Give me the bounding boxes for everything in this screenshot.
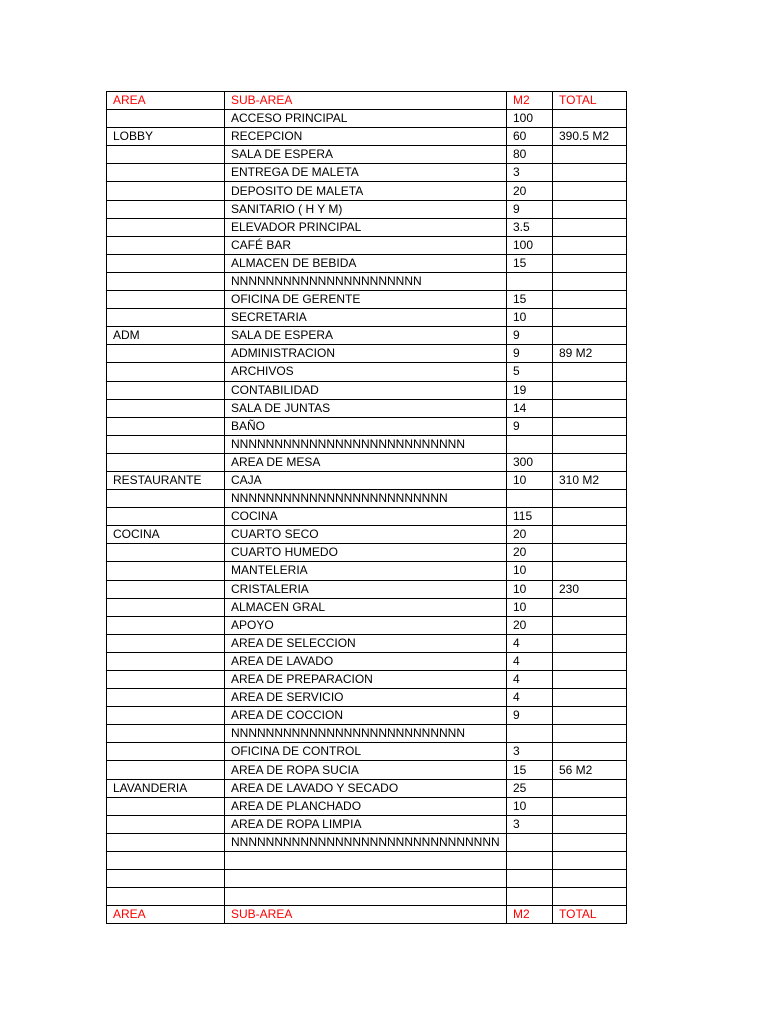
table-row xyxy=(107,725,627,743)
total-cell xyxy=(553,200,627,218)
m2-cell: 80 xyxy=(507,146,553,164)
area-cell xyxy=(107,634,225,652)
area-cell xyxy=(107,598,225,616)
area-cell xyxy=(107,236,225,254)
total-cell xyxy=(553,616,627,634)
sub-area-cell: SECRETARIA xyxy=(225,309,507,327)
area-cell xyxy=(107,110,225,128)
area-cell xyxy=(107,164,225,182)
footer-area: AREA xyxy=(107,906,225,924)
m2-cell: 3 xyxy=(507,743,553,761)
m2-cell: 4 xyxy=(507,689,553,707)
sub-area-cell: APOYO xyxy=(225,616,507,634)
table-row xyxy=(107,652,627,670)
total-cell xyxy=(553,544,627,562)
header-row xyxy=(107,92,627,110)
total-cell xyxy=(553,146,627,164)
m2-cell: 9 xyxy=(507,707,553,725)
total-cell: 89 M2 xyxy=(553,345,627,363)
table-row xyxy=(107,164,627,182)
sub-area-cell: ENTREGA DE MALETA xyxy=(225,164,507,182)
total-cell xyxy=(553,182,627,200)
m2-cell: 3 xyxy=(507,164,553,182)
table-row xyxy=(107,508,627,526)
sub-area-cell: AREA DE SERVICIO xyxy=(225,689,507,707)
sub-area-cell: NNNNNNNNNNNNNNNNNNNNNNNNNNN xyxy=(225,435,507,453)
footer-m2: M2 xyxy=(507,906,553,924)
table-row xyxy=(107,309,627,327)
area-cell xyxy=(107,508,225,526)
area-cell xyxy=(107,435,225,453)
table-row xyxy=(107,888,627,906)
area-cell: LAVANDERIA xyxy=(107,779,225,797)
sub-area-cell: CUARTO HUMEDO xyxy=(225,544,507,562)
area-cell xyxy=(107,363,225,381)
m2-cell: 15 xyxy=(507,761,553,779)
m2-cell: 10 xyxy=(507,580,553,598)
area-cell xyxy=(107,544,225,562)
m2-cell: 3.5 xyxy=(507,218,553,236)
table-row xyxy=(107,381,627,399)
total-cell xyxy=(553,689,627,707)
table-row xyxy=(107,399,627,417)
footer-sub-area: SUB-AREA xyxy=(225,906,507,924)
table-row xyxy=(107,870,627,888)
sub-area-cell: CAJA xyxy=(225,471,507,489)
total-cell xyxy=(553,671,627,689)
table-row xyxy=(107,471,627,489)
table-row xyxy=(107,417,627,435)
table-row xyxy=(107,707,627,725)
m2-cell: 4 xyxy=(507,652,553,670)
area-cell xyxy=(107,707,225,725)
sub-area-cell: CRISTALERIA xyxy=(225,580,507,598)
footer-total: TOTAL xyxy=(553,906,627,924)
total-cell xyxy=(553,833,627,851)
area-cell xyxy=(107,490,225,508)
total-cell xyxy=(553,851,627,869)
sub-area-cell xyxy=(225,888,507,906)
total-cell xyxy=(553,490,627,508)
m2-cell: 14 xyxy=(507,399,553,417)
sub-area-cell: AREA DE COCCION xyxy=(225,707,507,725)
table-row xyxy=(107,562,627,580)
sub-area-cell: SALA DE ESPERA xyxy=(225,146,507,164)
area-cell xyxy=(107,562,225,580)
total-cell xyxy=(553,363,627,381)
sub-area-cell: AREA DE MESA xyxy=(225,453,507,471)
area-cell xyxy=(107,616,225,634)
sub-area-cell: ELEVADOR PRINCIPAL xyxy=(225,218,507,236)
table-row xyxy=(107,833,627,851)
total-cell xyxy=(553,272,627,290)
total-cell xyxy=(553,562,627,580)
sub-area-cell: COCINA xyxy=(225,508,507,526)
total-cell xyxy=(553,598,627,616)
total-cell xyxy=(553,218,627,236)
m2-cell: 20 xyxy=(507,544,553,562)
total-cell xyxy=(553,164,627,182)
table-row xyxy=(107,254,627,272)
m2-cell: 115 xyxy=(507,508,553,526)
table-row xyxy=(107,110,627,128)
total-cell xyxy=(553,399,627,417)
m2-cell: 9 xyxy=(507,327,553,345)
total-cell xyxy=(553,725,627,743)
area-cell xyxy=(107,761,225,779)
total-cell xyxy=(553,110,627,128)
area-cell xyxy=(107,218,225,236)
m2-cell: 19 xyxy=(507,381,553,399)
sub-area-cell: AREA DE LAVADO xyxy=(225,652,507,670)
total-cell xyxy=(553,435,627,453)
table-row xyxy=(107,453,627,471)
total-cell xyxy=(553,652,627,670)
area-cell xyxy=(107,399,225,417)
total-cell xyxy=(553,870,627,888)
area-cell xyxy=(107,797,225,815)
m2-cell: 10 xyxy=(507,797,553,815)
table-row xyxy=(107,526,627,544)
sub-area-cell: OFICINA DE GERENTE xyxy=(225,291,507,309)
sub-area-cell xyxy=(225,851,507,869)
table-row xyxy=(107,544,627,562)
area-cell xyxy=(107,381,225,399)
sub-area-cell: AREA DE PREPARACION xyxy=(225,671,507,689)
area-cell: LOBBY xyxy=(107,128,225,146)
m2-cell xyxy=(507,490,553,508)
table-row xyxy=(107,616,627,634)
total-cell xyxy=(553,417,627,435)
footer-row xyxy=(107,906,627,924)
table-row xyxy=(107,743,627,761)
total-cell: 56 M2 xyxy=(553,761,627,779)
area-cell xyxy=(107,851,225,869)
m2-cell: 9 xyxy=(507,417,553,435)
total-cell xyxy=(553,291,627,309)
m2-cell: 4 xyxy=(507,671,553,689)
area-cell xyxy=(107,870,225,888)
area-table xyxy=(106,91,627,924)
sub-area-cell xyxy=(225,870,507,888)
sub-area-cell: SALA DE JUNTAS xyxy=(225,399,507,417)
m2-cell: 10 xyxy=(507,598,553,616)
area-cell: COCINA xyxy=(107,526,225,544)
table-row xyxy=(107,435,627,453)
m2-cell: 9 xyxy=(507,200,553,218)
total-cell xyxy=(553,453,627,471)
table-row xyxy=(107,200,627,218)
table-row xyxy=(107,761,627,779)
area-cell xyxy=(107,815,225,833)
header-area: AREA xyxy=(107,92,225,110)
sub-area-cell: OFICINA DE CONTROL xyxy=(225,743,507,761)
m2-cell: 20 xyxy=(507,616,553,634)
total-cell xyxy=(553,381,627,399)
m2-cell xyxy=(507,725,553,743)
total-cell: 390.5 M2 xyxy=(553,128,627,146)
table-row xyxy=(107,797,627,815)
area-table-body xyxy=(107,92,627,924)
sub-area-cell: ARCHIVOS xyxy=(225,363,507,381)
header-m2: M2 xyxy=(507,92,553,110)
table-row xyxy=(107,291,627,309)
table-row xyxy=(107,327,627,345)
m2-cell xyxy=(507,272,553,290)
m2-cell: 5 xyxy=(507,363,553,381)
m2-cell: 20 xyxy=(507,526,553,544)
m2-cell: 20 xyxy=(507,182,553,200)
area-cell xyxy=(107,146,225,164)
m2-cell: 3 xyxy=(507,815,553,833)
area-cell xyxy=(107,580,225,598)
table-row xyxy=(107,671,627,689)
sub-area-cell: AREA DE ROPA LIMPIA xyxy=(225,815,507,833)
total-cell xyxy=(553,508,627,526)
area-cell xyxy=(107,291,225,309)
area-cell xyxy=(107,888,225,906)
sub-area-cell: DEPOSITO DE MALETA xyxy=(225,182,507,200)
m2-cell xyxy=(507,888,553,906)
m2-cell: 100 xyxy=(507,236,553,254)
sub-area-cell: NNNNNNNNNNNNNNNNNNNNNNNNNNN xyxy=(225,725,507,743)
table-row xyxy=(107,815,627,833)
area-cell xyxy=(107,272,225,290)
m2-cell xyxy=(507,435,553,453)
table-row xyxy=(107,146,627,164)
sub-area-cell: ALMACEN DE BEBIDA xyxy=(225,254,507,272)
total-cell xyxy=(553,236,627,254)
area-cell: RESTAURANTE xyxy=(107,471,225,489)
total-cell xyxy=(553,327,627,345)
area-cell xyxy=(107,254,225,272)
sub-area-cell: BAÑO xyxy=(225,417,507,435)
area-cell xyxy=(107,182,225,200)
sub-area-cell: AREA DE SELECCION xyxy=(225,634,507,652)
sub-area-cell: NNNNNNNNNNNNNNNNNNNNNNNNN xyxy=(225,490,507,508)
table-row xyxy=(107,598,627,616)
sub-area-cell: MANTELERIA xyxy=(225,562,507,580)
table-row xyxy=(107,218,627,236)
table-row xyxy=(107,634,627,652)
m2-cell: 60 xyxy=(507,128,553,146)
total-cell xyxy=(553,309,627,327)
table-row xyxy=(107,345,627,363)
area-cell xyxy=(107,453,225,471)
sub-area-cell: AREA DE LAVADO Y SECADO xyxy=(225,779,507,797)
table-row xyxy=(107,490,627,508)
area-cell xyxy=(107,417,225,435)
m2-cell: 100 xyxy=(507,110,553,128)
table-row xyxy=(107,363,627,381)
sub-area-cell: NNNNNNNNNNNNNNNNNNNNNN xyxy=(225,272,507,290)
total-cell xyxy=(553,526,627,544)
area-cell xyxy=(107,743,225,761)
sub-area-cell: SALA DE ESPERA xyxy=(225,327,507,345)
area-cell: ADM xyxy=(107,327,225,345)
total-cell xyxy=(553,743,627,761)
table-row xyxy=(107,128,627,146)
sub-area-cell: AREA DE PLANCHADO xyxy=(225,797,507,815)
area-cell xyxy=(107,833,225,851)
total-cell xyxy=(553,779,627,797)
sub-area-cell: ADMINISTRACION xyxy=(225,345,507,363)
m2-cell: 10 xyxy=(507,562,553,580)
sub-area-cell: SANITARIO ( H Y M) xyxy=(225,200,507,218)
area-cell xyxy=(107,652,225,670)
table-row xyxy=(107,580,627,598)
m2-cell: 10 xyxy=(507,309,553,327)
table-row xyxy=(107,182,627,200)
sub-area-cell: ALMACEN GRAL xyxy=(225,598,507,616)
area-cell xyxy=(107,345,225,363)
total-cell xyxy=(553,634,627,652)
table-row xyxy=(107,689,627,707)
total-cell: 310 M2 xyxy=(553,471,627,489)
m2-cell xyxy=(507,851,553,869)
total-cell xyxy=(553,797,627,815)
header-sub-area: SUB-AREA xyxy=(225,92,507,110)
sub-area-cell: CAFÉ BAR xyxy=(225,236,507,254)
m2-cell: 4 xyxy=(507,634,553,652)
table-row xyxy=(107,272,627,290)
m2-cell: 15 xyxy=(507,254,553,272)
total-cell xyxy=(553,254,627,272)
area-cell xyxy=(107,200,225,218)
sub-area-cell: RECEPCION xyxy=(225,128,507,146)
sub-area-cell: CONTABILIDAD xyxy=(225,381,507,399)
m2-cell: 9 xyxy=(507,345,553,363)
m2-cell: 15 xyxy=(507,291,553,309)
total-cell xyxy=(553,815,627,833)
table-row xyxy=(107,851,627,869)
m2-cell xyxy=(507,870,553,888)
area-cell xyxy=(107,725,225,743)
table-row xyxy=(107,236,627,254)
m2-cell xyxy=(507,833,553,851)
sub-area-cell: NNNNNNNNNNNNNNNNNNNNNNNNNNNNNNN xyxy=(225,833,507,851)
m2-cell: 25 xyxy=(507,779,553,797)
area-cell xyxy=(107,309,225,327)
sub-area-cell: ACCESO PRINCIPAL xyxy=(225,110,507,128)
header-total: TOTAL xyxy=(553,92,627,110)
area-cell xyxy=(107,671,225,689)
m2-cell: 10 xyxy=(507,471,553,489)
sub-area-cell: CUARTO SECO xyxy=(225,526,507,544)
area-cell xyxy=(107,689,225,707)
total-cell xyxy=(553,888,627,906)
total-cell: 230 xyxy=(553,580,627,598)
table-row xyxy=(107,779,627,797)
total-cell xyxy=(553,707,627,725)
m2-cell: 300 xyxy=(507,453,553,471)
sub-area-cell: AREA DE ROPA SUCIA xyxy=(225,761,507,779)
